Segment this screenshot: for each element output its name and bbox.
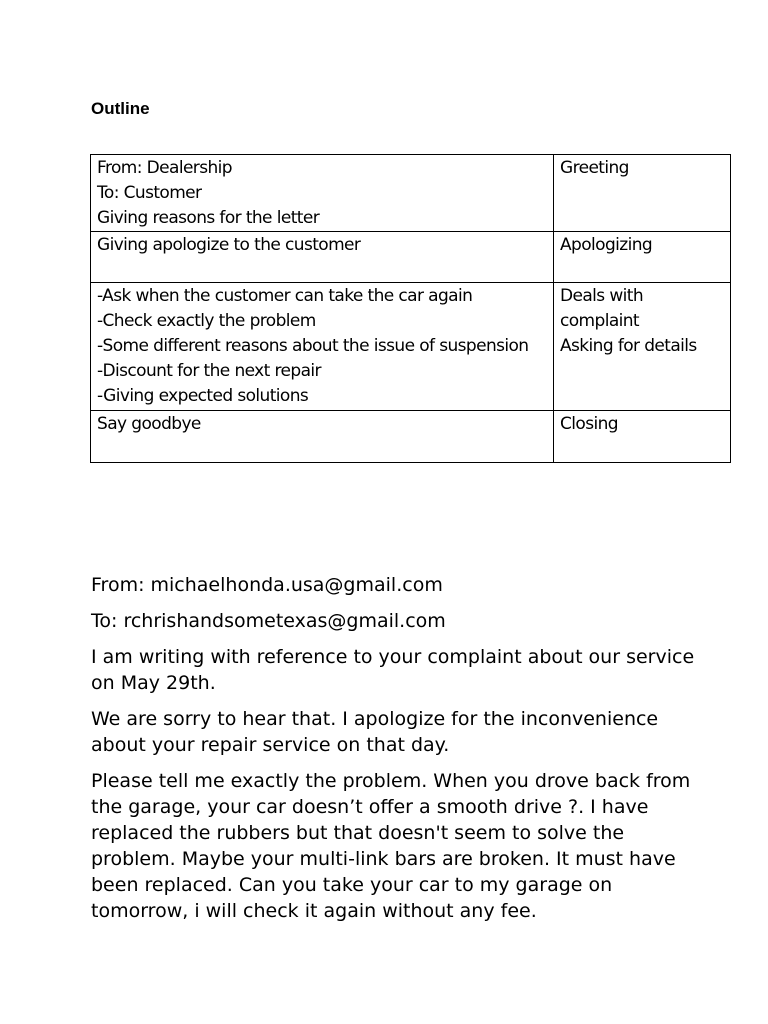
- outline-table: [90, 154, 731, 463]
- table-cell-content: [91, 283, 554, 411]
- cell-line: Giving apologize to the customer: [97, 235, 361, 255]
- table-cell-function: [554, 411, 731, 463]
- letter-paragraph: We are sorry to hear that. I apologize for the inconvenience about your repair service on that day.: [91, 708, 659, 756]
- table-row: [91, 232, 731, 283]
- table-cell-content: [91, 232, 554, 283]
- cell-line: -Some different reasons about the issue of suspension: [97, 336, 529, 356]
- cell-line: From: Dealership: [97, 158, 232, 178]
- cell-line: Closing: [560, 414, 618, 434]
- letter-body: [91, 572, 711, 934]
- cell-line: To: Customer: [97, 183, 202, 203]
- cell-line: -Check exactly the problem: [97, 311, 316, 331]
- letter-from: From: michaelhonda.usa@gmail.com: [91, 574, 443, 596]
- cell-line: -Ask when the customer can take the car again: [97, 286, 473, 306]
- table-cell-function: [554, 155, 731, 232]
- table-row: [91, 155, 731, 232]
- table-row: [91, 411, 731, 463]
- cell-line: Deals with: [560, 286, 644, 306]
- cell-line: -Discount for the next repair: [97, 361, 321, 381]
- cell-line: Greeting: [560, 158, 629, 178]
- letter-paragraph: I am writing with reference to your complaint about our service on May 29th.: [91, 646, 695, 694]
- table-row: [91, 283, 731, 411]
- cell-line: -Giving expected solutions: [97, 386, 309, 406]
- letter-to: To: rchrishandsometexas@gmail.com: [91, 610, 446, 632]
- table-cell-function: [554, 232, 731, 283]
- cell-line: Say goodbye: [97, 414, 201, 434]
- cell-line: complaint: [560, 311, 640, 331]
- table-cell-content: [91, 155, 554, 232]
- cell-line: Giving reasons for the letter: [97, 208, 320, 228]
- table-cell-content: [91, 411, 554, 463]
- outline-heading: Outline: [91, 99, 150, 118]
- table-cell-function: [554, 283, 731, 411]
- cell-line: Asking for details: [560, 336, 697, 356]
- letter-paragraph: Please tell me exactly the problem. When you drove back from the garage, your car doesn’t offer a smooth drive ?. I have replaced the rubbers but that doesn't seem to solve the problem. Maybe your multi-link bars are broken. It must have been replaced. Can you take your car to my garage on tomorrow, i will check it again without any fee.: [91, 770, 691, 922]
- cell-line: Apologizing: [560, 235, 653, 255]
